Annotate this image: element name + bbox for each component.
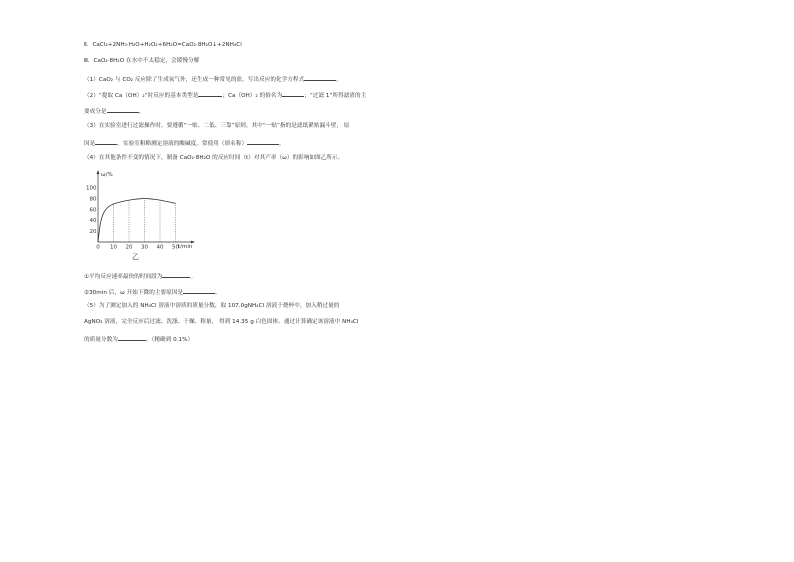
- question-4-part-1-end: 。: [190, 274, 197, 280]
- chart-caption: 乙: [132, 253, 139, 261]
- question-5-text-c: 的质量分数为: [84, 337, 118, 343]
- dashed-guides: [114, 198, 176, 242]
- question-5-cont: [84, 318, 358, 326]
- question-3-text-c: 。实验室粗略测定溶液的酸碱度，常使用（填名称）: [117, 141, 248, 147]
- x-tick-label: 30: [141, 244, 148, 251]
- question-2-text-c: ；“过滤 1”所得滤渣的主: [304, 93, 367, 99]
- question-4-part-1-text: ①平均反应速率最快的时间段为: [84, 274, 163, 280]
- y-axis-arrow: [97, 170, 100, 174]
- question-4-part-2: [84, 287, 221, 297]
- question-4-part-2-text: ②30min 后，ω 开始下降的主要原因是: [84, 290, 184, 296]
- answer-blank[interactable]: [247, 138, 279, 145]
- y-axis-label: ω/%: [101, 172, 113, 178]
- statement-iii: [84, 57, 199, 65]
- question-2-end: 。: [138, 109, 145, 115]
- y-tick-labels: [86, 186, 97, 236]
- question-5-text: （5）为了测定加入的 NH₄Cl 溶液中溶质的质量分数，取 107.0gNH₄Cl 溶液于烧杯中，加入稍过量的: [84, 303, 340, 309]
- question-2: [84, 90, 366, 100]
- answer-blank[interactable]: [198, 90, 222, 97]
- question-3-end: 。: [279, 141, 285, 147]
- answer-blank[interactable]: [118, 334, 146, 341]
- answer-blank[interactable]: [304, 74, 336, 81]
- question-2-cont: [84, 106, 144, 116]
- x-tick-label: 0: [96, 244, 100, 251]
- answer-blank[interactable]: [95, 138, 117, 145]
- answer-blank[interactable]: [183, 287, 215, 294]
- question-1-text: （1）CaO₂ 与 CO₂ 反应除了生成氧气外，还生成一种常见的盐，写出反应的化学方程式: [84, 77, 305, 83]
- question-3-cont: [84, 138, 285, 148]
- y-tick-label: 40: [89, 218, 97, 225]
- answer-blank[interactable]: [282, 90, 304, 97]
- x-tick-label: 40: [156, 244, 164, 251]
- question-5-text-d: 。（精确到 0.1%）: [145, 337, 194, 343]
- question-5: [84, 302, 339, 310]
- question-4-part-1: [84, 271, 196, 281]
- question-4: [84, 154, 343, 162]
- question-3-text: （3）在实验室进行过滤操作时，要遵循“一贴、二低、三靠”原则。其中“一贴”指的是滤纸紧贴漏斗壁， 原: [84, 123, 350, 129]
- question-2-text-a: （2）“提取 Ca（OH）₂”时反应的基本类型是: [84, 93, 199, 99]
- x-tick-labels: [96, 245, 179, 251]
- y-tick-label: 20: [89, 229, 97, 236]
- y-tick-label: 80: [89, 196, 97, 203]
- yield-curve: [98, 199, 176, 242]
- x-axis-arrow: [191, 241, 195, 244]
- equation-ii-text: Ⅱ．CaCl₂+2NH₃·H₂O+H₂O₂+6H₂O=CaO₂·8H₂O↓+2NH₄Cl: [84, 42, 242, 48]
- question-3-text-b: 因是: [84, 141, 96, 147]
- x-tick-label: 50: [172, 244, 179, 251]
- x-axis-label: t/min: [178, 244, 193, 250]
- question-5-text-b: AgNO₃ 溶液，完全反应后过滤、洗涤、干燥、称量， 得到 14.35 g 白色固体。通过计算确定该溶液中 NH₄Cl: [84, 319, 359, 325]
- answer-blank[interactable]: [107, 106, 139, 113]
- question-1: [84, 74, 342, 84]
- y-tick-label: 100: [86, 185, 97, 192]
- x-tick-label: 20: [125, 244, 133, 251]
- x-tick-label: 10: [110, 244, 117, 251]
- question-4-part-2-end: 。: [215, 290, 221, 296]
- answer-blank[interactable]: [162, 271, 190, 278]
- question-1-end: 。: [336, 77, 342, 83]
- statement-iii-text: Ⅲ．CaO₂·8H₂O 在水中不太稳定，会缓慢分解: [84, 58, 200, 64]
- question-4-text: （4）在其他条件不变的情况下，制备 CaO₂·8H₂O 的反应时间（t）对其产率（ω）的影响如图乙所示。: [84, 155, 344, 161]
- yield-vs-time-chart: [88, 170, 218, 262]
- question-2-text-b: ；Ca（OH）₂ 的俗名为: [222, 93, 283, 99]
- question-5-end-line: [84, 334, 193, 344]
- question-3: [84, 122, 350, 130]
- question-2-text-d: 要成分是: [84, 109, 107, 115]
- equation-ii: [84, 41, 242, 49]
- y-tick-label: 60: [89, 207, 97, 214]
